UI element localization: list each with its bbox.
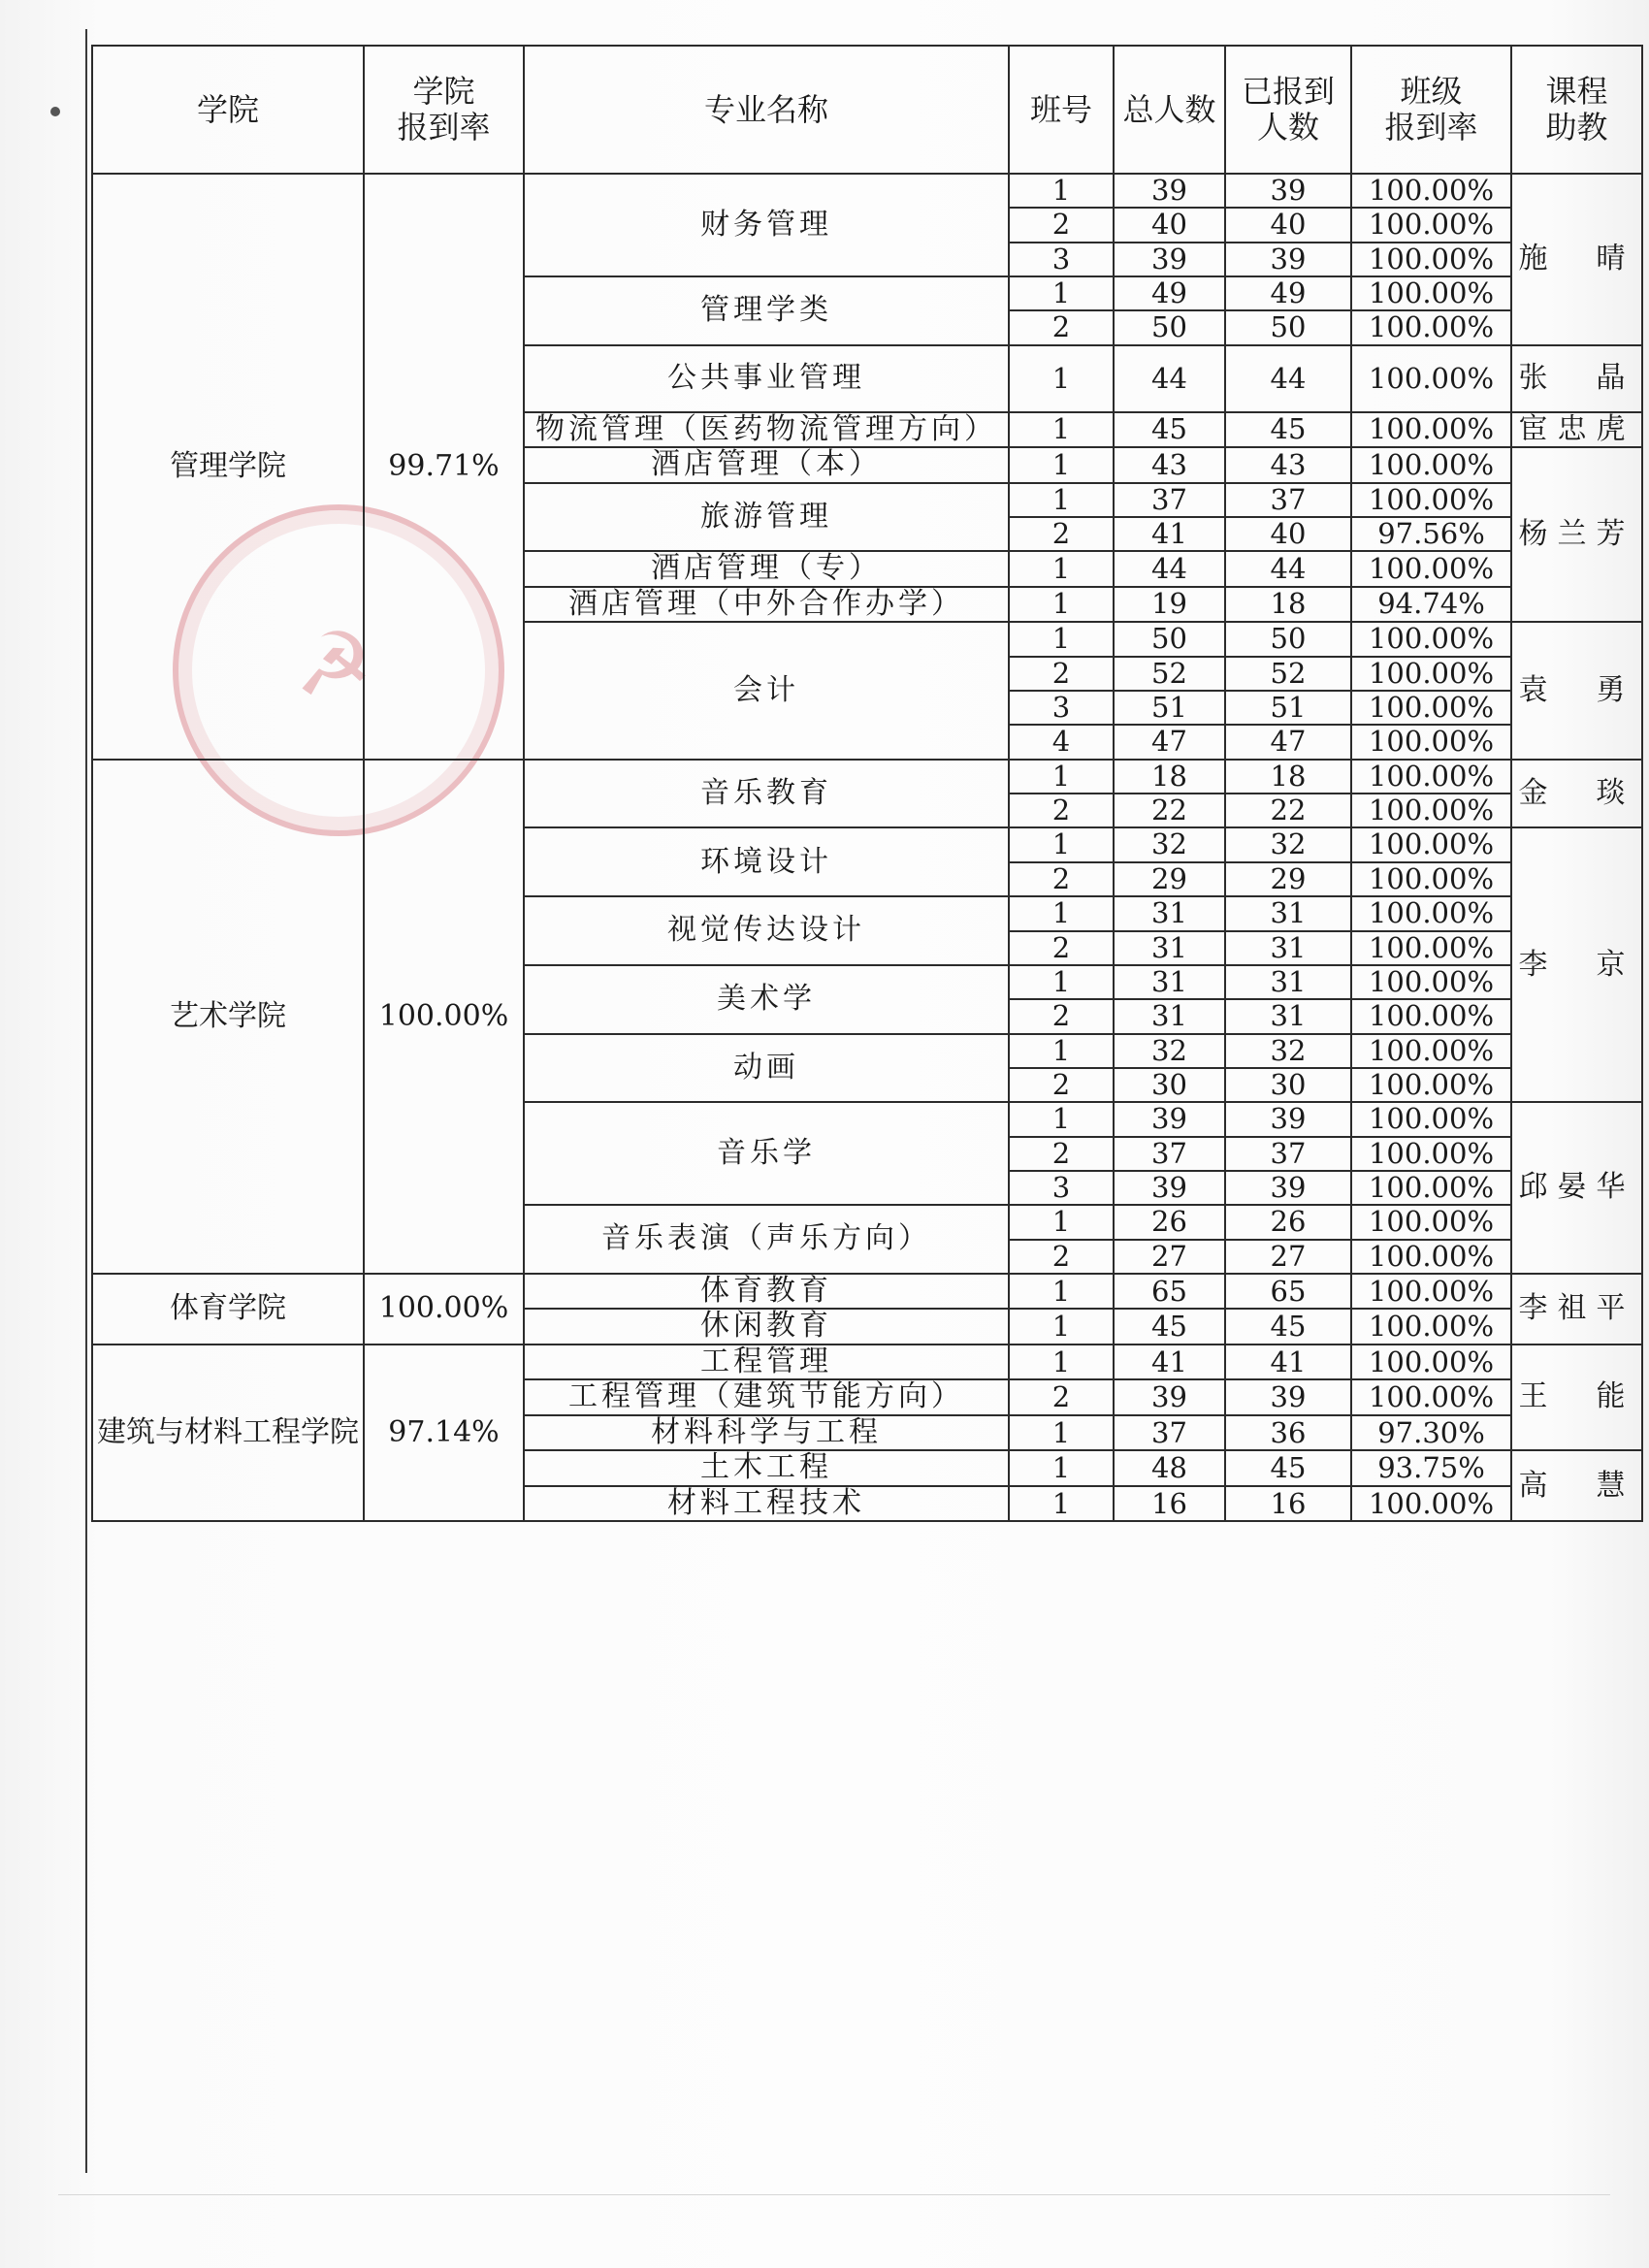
header-class-no: 班号 bbox=[1009, 46, 1114, 174]
class-no: 1 bbox=[1009, 1415, 1114, 1451]
reported-count: 50 bbox=[1225, 622, 1351, 656]
class-rate: 100.00% bbox=[1351, 691, 1511, 725]
class-rate: 100.00% bbox=[1351, 896, 1511, 930]
total-count: 16 bbox=[1114, 1486, 1225, 1522]
course-assistant: 杨兰芳 bbox=[1511, 447, 1642, 622]
reported-count: 39 bbox=[1225, 1102, 1351, 1136]
total-count: 26 bbox=[1114, 1205, 1225, 1239]
class-no: 1 bbox=[1009, 345, 1114, 412]
class-rate: 100.00% bbox=[1351, 1486, 1511, 1522]
major-name: 动画 bbox=[524, 1034, 1009, 1103]
class-no: 1 bbox=[1009, 1102, 1114, 1136]
reported-count: 22 bbox=[1225, 794, 1351, 827]
major-name: 视觉传达设计 bbox=[524, 896, 1009, 965]
major-name: 管理学类 bbox=[524, 276, 1009, 345]
total-count: 39 bbox=[1114, 243, 1225, 276]
course-assistant: 宦忠虎 bbox=[1511, 412, 1642, 448]
reported-count: 47 bbox=[1225, 725, 1351, 759]
total-count: 37 bbox=[1114, 1137, 1225, 1171]
course-assistant: 邱晏华 bbox=[1511, 1102, 1642, 1274]
class-rate: 100.00% bbox=[1351, 447, 1511, 483]
class-rate: 100.00% bbox=[1351, 174, 1511, 208]
reported-count: 26 bbox=[1225, 1205, 1351, 1239]
table-body bbox=[92, 174, 1642, 1521]
total-count: 47 bbox=[1114, 725, 1225, 759]
class-no: 2 bbox=[1009, 931, 1114, 965]
class-no: 1 bbox=[1009, 1345, 1114, 1380]
class-rate: 100.00% bbox=[1351, 999, 1511, 1033]
class-rate: 100.00% bbox=[1351, 1345, 1511, 1380]
reported-count: 27 bbox=[1225, 1240, 1351, 1274]
college-name: 建筑与材料工程学院 bbox=[92, 1345, 364, 1522]
header-college-rate: 学院 报到率 bbox=[364, 46, 524, 174]
total-count: 39 bbox=[1114, 1379, 1225, 1415]
reported-count: 31 bbox=[1225, 965, 1351, 999]
reported-count: 16 bbox=[1225, 1486, 1351, 1522]
major-name: 环境设计 bbox=[524, 827, 1009, 896]
total-count: 52 bbox=[1114, 657, 1225, 691]
reported-count: 39 bbox=[1225, 1379, 1351, 1415]
total-count: 41 bbox=[1114, 1345, 1225, 1380]
header-assistant: 课程 助教 bbox=[1511, 46, 1642, 174]
major-name: 材料科学与工程 bbox=[524, 1415, 1009, 1451]
reported-count: 45 bbox=[1225, 1309, 1351, 1345]
course-assistant: 张 晶 bbox=[1511, 345, 1642, 412]
total-count: 45 bbox=[1114, 412, 1225, 448]
reported-count: 32 bbox=[1225, 827, 1351, 861]
scan-dot bbox=[50, 107, 60, 116]
page-bottom-line bbox=[58, 2194, 1610, 2195]
total-count: 39 bbox=[1114, 174, 1225, 208]
class-no: 1 bbox=[1009, 622, 1114, 656]
major-name: 工程管理（建筑节能方向） bbox=[524, 1379, 1009, 1415]
major-name: 美术学 bbox=[524, 965, 1009, 1034]
class-rate: 100.00% bbox=[1351, 622, 1511, 656]
class-rate: 100.00% bbox=[1351, 310, 1511, 344]
class-no: 2 bbox=[1009, 1379, 1114, 1415]
college-rate: 100.00% bbox=[364, 760, 524, 1274]
class-no: 1 bbox=[1009, 1450, 1114, 1486]
class-no: 2 bbox=[1009, 1068, 1114, 1102]
class-rate: 100.00% bbox=[1351, 1240, 1511, 1274]
total-count: 50 bbox=[1114, 310, 1225, 344]
class-rate: 100.00% bbox=[1351, 965, 1511, 999]
reported-count: 32 bbox=[1225, 1034, 1351, 1068]
major-name: 材料工程技术 bbox=[524, 1486, 1009, 1522]
reported-count: 39 bbox=[1225, 174, 1351, 208]
class-rate: 94.74% bbox=[1351, 587, 1511, 623]
class-rate: 100.00% bbox=[1351, 931, 1511, 965]
college-name: 艺术学院 bbox=[92, 760, 364, 1274]
college-rate: 100.00% bbox=[364, 1274, 524, 1345]
class-no: 2 bbox=[1009, 1240, 1114, 1274]
major-name: 音乐表演（声乐方向） bbox=[524, 1205, 1009, 1274]
reported-count: 50 bbox=[1225, 310, 1351, 344]
class-no: 2 bbox=[1009, 208, 1114, 242]
class-rate: 100.00% bbox=[1351, 1171, 1511, 1205]
course-assistant: 李祖平 bbox=[1511, 1274, 1642, 1345]
class-rate: 100.00% bbox=[1351, 1379, 1511, 1415]
reported-count: 49 bbox=[1225, 276, 1351, 310]
total-count: 44 bbox=[1114, 345, 1225, 412]
total-count: 39 bbox=[1114, 1102, 1225, 1136]
total-count: 19 bbox=[1114, 587, 1225, 623]
major-name: 旅游管理 bbox=[524, 483, 1009, 552]
total-count: 31 bbox=[1114, 999, 1225, 1033]
class-no: 1 bbox=[1009, 760, 1114, 794]
reported-count: 45 bbox=[1225, 1450, 1351, 1486]
class-no: 2 bbox=[1009, 999, 1114, 1033]
reported-count: 39 bbox=[1225, 1171, 1351, 1205]
major-name: 音乐学 bbox=[524, 1102, 1009, 1205]
major-name: 会计 bbox=[524, 622, 1009, 759]
reported-count: 43 bbox=[1225, 447, 1351, 483]
class-rate: 100.00% bbox=[1351, 760, 1511, 794]
class-rate: 93.75% bbox=[1351, 1450, 1511, 1486]
class-no: 1 bbox=[1009, 276, 1114, 310]
course-assistant: 王 能 bbox=[1511, 1345, 1642, 1451]
class-rate: 100.00% bbox=[1351, 827, 1511, 861]
total-count: 30 bbox=[1114, 1068, 1225, 1102]
class-rate: 100.00% bbox=[1351, 243, 1511, 276]
reported-count: 40 bbox=[1225, 208, 1351, 242]
class-no: 1 bbox=[1009, 551, 1114, 587]
reported-count: 37 bbox=[1225, 483, 1351, 517]
total-count: 40 bbox=[1114, 208, 1225, 242]
class-no: 1 bbox=[1009, 1034, 1114, 1068]
class-rate: 100.00% bbox=[1351, 794, 1511, 827]
reported-count: 51 bbox=[1225, 691, 1351, 725]
class-no: 1 bbox=[1009, 896, 1114, 930]
total-count: 32 bbox=[1114, 1034, 1225, 1068]
major-name: 工程管理 bbox=[524, 1345, 1009, 1380]
course-assistant: 李 京 bbox=[1511, 827, 1642, 1102]
total-count: 44 bbox=[1114, 551, 1225, 587]
class-rate: 97.30% bbox=[1351, 1415, 1511, 1451]
left-border-line bbox=[85, 29, 87, 2173]
header-class-rate: 班级 报到率 bbox=[1351, 46, 1511, 174]
class-rate: 100.00% bbox=[1351, 551, 1511, 587]
class-rate: 100.00% bbox=[1351, 1068, 1511, 1102]
class-no: 2 bbox=[1009, 794, 1114, 827]
class-rate: 100.00% bbox=[1351, 345, 1511, 412]
reported-count: 44 bbox=[1225, 345, 1351, 412]
class-rate: 100.00% bbox=[1351, 862, 1511, 896]
major-name: 酒店管理（专） bbox=[524, 551, 1009, 587]
seal-emblem-icon: ☭ bbox=[295, 614, 373, 716]
class-rate: 100.00% bbox=[1351, 657, 1511, 691]
class-no: 2 bbox=[1009, 657, 1114, 691]
class-no: 1 bbox=[1009, 1274, 1114, 1310]
class-no: 1 bbox=[1009, 1309, 1114, 1345]
total-count: 41 bbox=[1114, 517, 1225, 551]
total-count: 50 bbox=[1114, 622, 1225, 656]
class-no: 1 bbox=[1009, 827, 1114, 861]
total-count: 31 bbox=[1114, 931, 1225, 965]
class-rate: 100.00% bbox=[1351, 208, 1511, 242]
class-no: 1 bbox=[1009, 965, 1114, 999]
class-no: 1 bbox=[1009, 447, 1114, 483]
class-rate: 97.56% bbox=[1351, 517, 1511, 551]
college-name: 管理学院 bbox=[92, 174, 364, 760]
course-assistant: 金 琰 bbox=[1511, 760, 1642, 828]
reported-count: 29 bbox=[1225, 862, 1351, 896]
total-count: 31 bbox=[1114, 965, 1225, 999]
reported-count: 37 bbox=[1225, 1137, 1351, 1171]
reported-count: 45 bbox=[1225, 412, 1351, 448]
class-no: 1 bbox=[1009, 174, 1114, 208]
reported-count: 40 bbox=[1225, 517, 1351, 551]
reported-count: 31 bbox=[1225, 896, 1351, 930]
class-no: 2 bbox=[1009, 1137, 1114, 1171]
major-name: 物流管理（医药物流管理方向） bbox=[524, 412, 1009, 448]
total-count: 43 bbox=[1114, 447, 1225, 483]
class-rate: 100.00% bbox=[1351, 1102, 1511, 1136]
class-rate: 100.00% bbox=[1351, 1274, 1511, 1310]
reported-count: 31 bbox=[1225, 931, 1351, 965]
class-rate: 100.00% bbox=[1351, 725, 1511, 759]
total-count: 37 bbox=[1114, 1415, 1225, 1451]
table-row bbox=[92, 174, 1642, 208]
header-row bbox=[92, 46, 1642, 174]
class-no: 4 bbox=[1009, 725, 1114, 759]
total-count: 49 bbox=[1114, 276, 1225, 310]
class-no: 3 bbox=[1009, 691, 1114, 725]
college-name: 体育学院 bbox=[92, 1274, 364, 1345]
class-rate: 100.00% bbox=[1351, 1137, 1511, 1171]
class-rate: 100.00% bbox=[1351, 483, 1511, 517]
course-assistant: 袁 勇 bbox=[1511, 622, 1642, 759]
total-count: 65 bbox=[1114, 1274, 1225, 1310]
table-row bbox=[92, 1274, 1642, 1310]
total-count: 22 bbox=[1114, 794, 1225, 827]
class-rate: 100.00% bbox=[1351, 1205, 1511, 1239]
class-no: 2 bbox=[1009, 862, 1114, 896]
major-name: 休闲教育 bbox=[524, 1309, 1009, 1345]
class-no: 1 bbox=[1009, 1486, 1114, 1522]
major-name: 体育教育 bbox=[524, 1274, 1009, 1310]
course-assistant: 施 晴 bbox=[1511, 174, 1642, 345]
header-college: 学院 bbox=[92, 46, 364, 174]
class-rate: 100.00% bbox=[1351, 1309, 1511, 1345]
class-no: 3 bbox=[1009, 243, 1114, 276]
table-row bbox=[92, 1345, 1642, 1380]
reported-count: 36 bbox=[1225, 1415, 1351, 1451]
total-count: 39 bbox=[1114, 1171, 1225, 1205]
class-rate: 100.00% bbox=[1351, 1034, 1511, 1068]
course-assistant: 高 慧 bbox=[1511, 1450, 1642, 1521]
total-count: 45 bbox=[1114, 1309, 1225, 1345]
table-row bbox=[92, 760, 1642, 794]
major-name: 酒店管理（中外合作办学） bbox=[524, 587, 1009, 623]
class-no: 1 bbox=[1009, 483, 1114, 517]
reported-count: 44 bbox=[1225, 551, 1351, 587]
total-count: 31 bbox=[1114, 896, 1225, 930]
total-count: 48 bbox=[1114, 1450, 1225, 1486]
reported-count: 39 bbox=[1225, 243, 1351, 276]
reported-count: 30 bbox=[1225, 1068, 1351, 1102]
major-name: 财务管理 bbox=[524, 174, 1009, 276]
reported-count: 18 bbox=[1225, 760, 1351, 794]
reported-count: 31 bbox=[1225, 999, 1351, 1033]
major-name: 公共事业管理 bbox=[524, 345, 1009, 412]
class-rate: 100.00% bbox=[1351, 276, 1511, 310]
total-count: 29 bbox=[1114, 862, 1225, 896]
reported-count: 18 bbox=[1225, 587, 1351, 623]
class-no: 2 bbox=[1009, 517, 1114, 551]
class-no: 1 bbox=[1009, 412, 1114, 448]
class-no: 3 bbox=[1009, 1171, 1114, 1205]
major-name: 酒店管理（本） bbox=[524, 447, 1009, 483]
reported-count: 52 bbox=[1225, 657, 1351, 691]
enrollment-report-table bbox=[91, 45, 1643, 1522]
header-reported: 已报到 人数 bbox=[1225, 46, 1351, 174]
college-rate: 97.14% bbox=[364, 1345, 524, 1522]
class-no: 2 bbox=[1009, 310, 1114, 344]
major-name: 土木工程 bbox=[524, 1450, 1009, 1486]
header-total: 总人数 bbox=[1114, 46, 1225, 174]
class-rate: 100.00% bbox=[1351, 412, 1511, 448]
reported-count: 41 bbox=[1225, 1345, 1351, 1380]
total-count: 18 bbox=[1114, 760, 1225, 794]
total-count: 51 bbox=[1114, 691, 1225, 725]
college-rate: 99.71% bbox=[364, 174, 524, 760]
class-no: 1 bbox=[1009, 1205, 1114, 1239]
major-name: 音乐教育 bbox=[524, 760, 1009, 828]
total-count: 32 bbox=[1114, 827, 1225, 861]
total-count: 27 bbox=[1114, 1240, 1225, 1274]
total-count: 37 bbox=[1114, 483, 1225, 517]
header-major-name: 专业名称 bbox=[524, 46, 1009, 174]
class-no: 1 bbox=[1009, 587, 1114, 623]
reported-count: 65 bbox=[1225, 1274, 1351, 1310]
